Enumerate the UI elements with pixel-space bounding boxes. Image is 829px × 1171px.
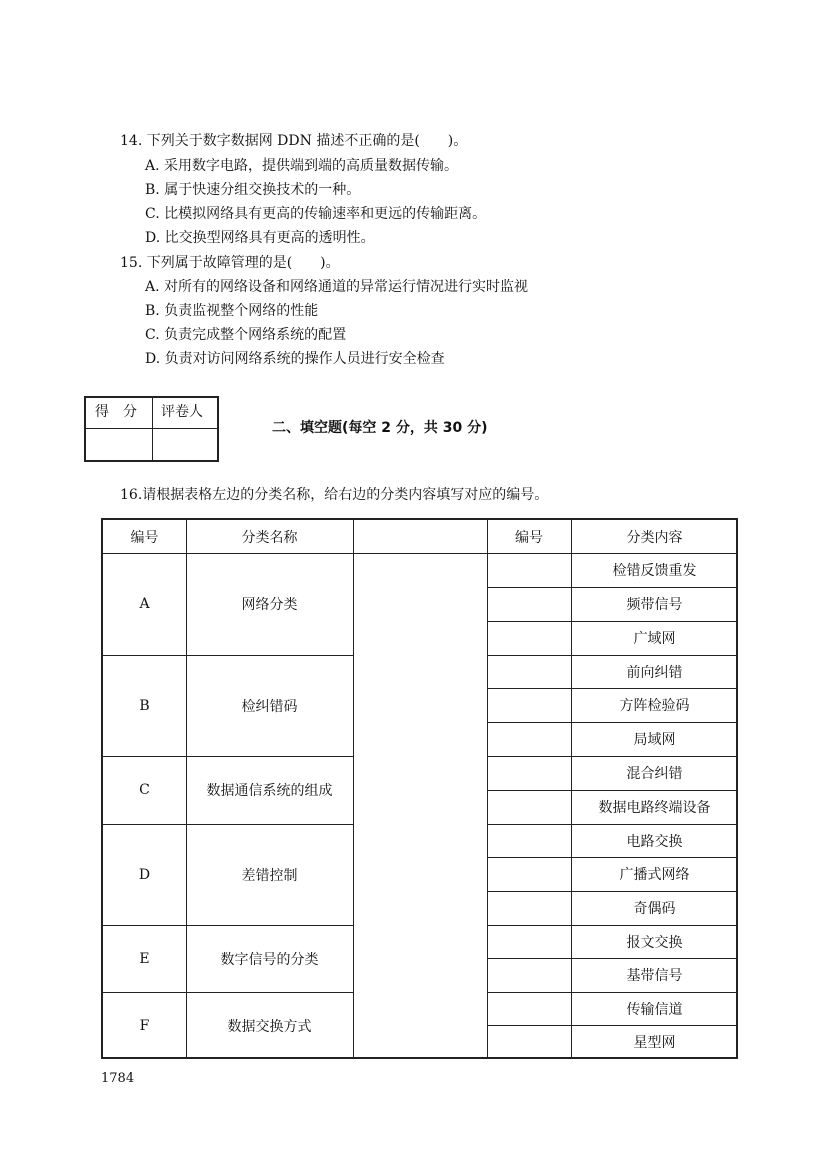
category-name: 数据交换方式 — [227, 1018, 312, 1035]
category-content: 检错反馈重发 — [612, 563, 697, 579]
category-content: 频带信号 — [626, 597, 683, 613]
category-name: 网络分类 — [241, 597, 298, 613]
table-divider — [353, 520, 354, 1057]
category-content: 广域网 — [633, 631, 676, 647]
header-category-name: 分类名称 — [241, 529, 298, 546]
table-divider — [487, 520, 488, 1057]
header-code-left: 编号 — [130, 529, 159, 546]
score-label: 得 分 — [95, 404, 137, 420]
category-code: F — [139, 1017, 150, 1034]
category-content: 广播式网络 — [619, 867, 690, 883]
header-category-content: 分类内容 — [626, 529, 683, 546]
question-14-option-a: A. 采用数字电路，提供端到端的高质量数据传输。 — [145, 158, 459, 174]
question-14-option-b: B. 属于快速分组交换技术的一种。 — [145, 182, 361, 198]
category-name: 检纠错码 — [241, 698, 298, 715]
question-14-stem: 14. 下列关于数字数据网 DDN 描述不正确的是( )。 — [120, 133, 468, 149]
question-15-option-b: B. 负责监视整个网络的性能 — [145, 303, 319, 319]
category-code: D — [138, 866, 151, 883]
category-content: 电路交换 — [626, 833, 683, 850]
category-code: A — [139, 596, 150, 612]
category-content: 报文交换 — [626, 934, 683, 951]
question-15-option-d: D. 负责对访问网络系统的操作人员进行安全检查 — [145, 351, 445, 367]
category-name: 数字信号的分类 — [220, 951, 319, 968]
category-content: 传输信道 — [626, 1001, 683, 1018]
question-15-option-a: A. 对所有的网络设备和网络通道的异常运行情况进行实时监视 — [145, 279, 529, 295]
category-content: 星型网 — [633, 1035, 676, 1051]
matching-table — [101, 518, 738, 1059]
category-name: 数据通信系统的组成 — [206, 783, 333, 799]
category-content: 奇偶码 — [633, 901, 676, 917]
category-code: E — [139, 950, 150, 967]
question-14-option-c: C. 比模拟网络具有更高的传输速率和更远的传输距离。 — [145, 206, 487, 222]
category-content: 前向纠错 — [626, 664, 683, 681]
category-content: 混合纠错 — [626, 766, 683, 782]
category-name: 差错控制 — [241, 867, 298, 884]
score-box — [84, 396, 219, 462]
answer-code-column[interactable] — [489, 555, 570, 1058]
score-box-divider — [152, 398, 153, 460]
score-box-divider — [86, 428, 217, 429]
question-15-option-c: C. 负责完成整个网络系统的配置 — [145, 327, 347, 343]
category-content: 局域网 — [633, 732, 676, 748]
question-15-stem: 15. 下列属于故障管理的是( )。 — [120, 255, 340, 271]
page-number: 1784 — [101, 1071, 135, 1086]
question-14-option-d: D. 比交换型网络具有更高的透明性。 — [145, 230, 375, 246]
grader-label: 评卷人 — [161, 404, 203, 420]
category-content: 基带信号 — [626, 968, 683, 984]
section-title: 二、填空题(每空 2 分，共 30 分) — [272, 420, 488, 436]
category-code: C — [139, 782, 150, 798]
category-content: 数据电路终端设备 — [598, 800, 711, 816]
category-content: 方阵检验码 — [619, 698, 690, 714]
category-code: B — [139, 697, 150, 714]
question-16-stem: 16.请根据表格左边的分类名称，给右边的分类内容填写对应的编号。 — [120, 487, 549, 503]
header-code-right: 编号 — [515, 529, 543, 546]
